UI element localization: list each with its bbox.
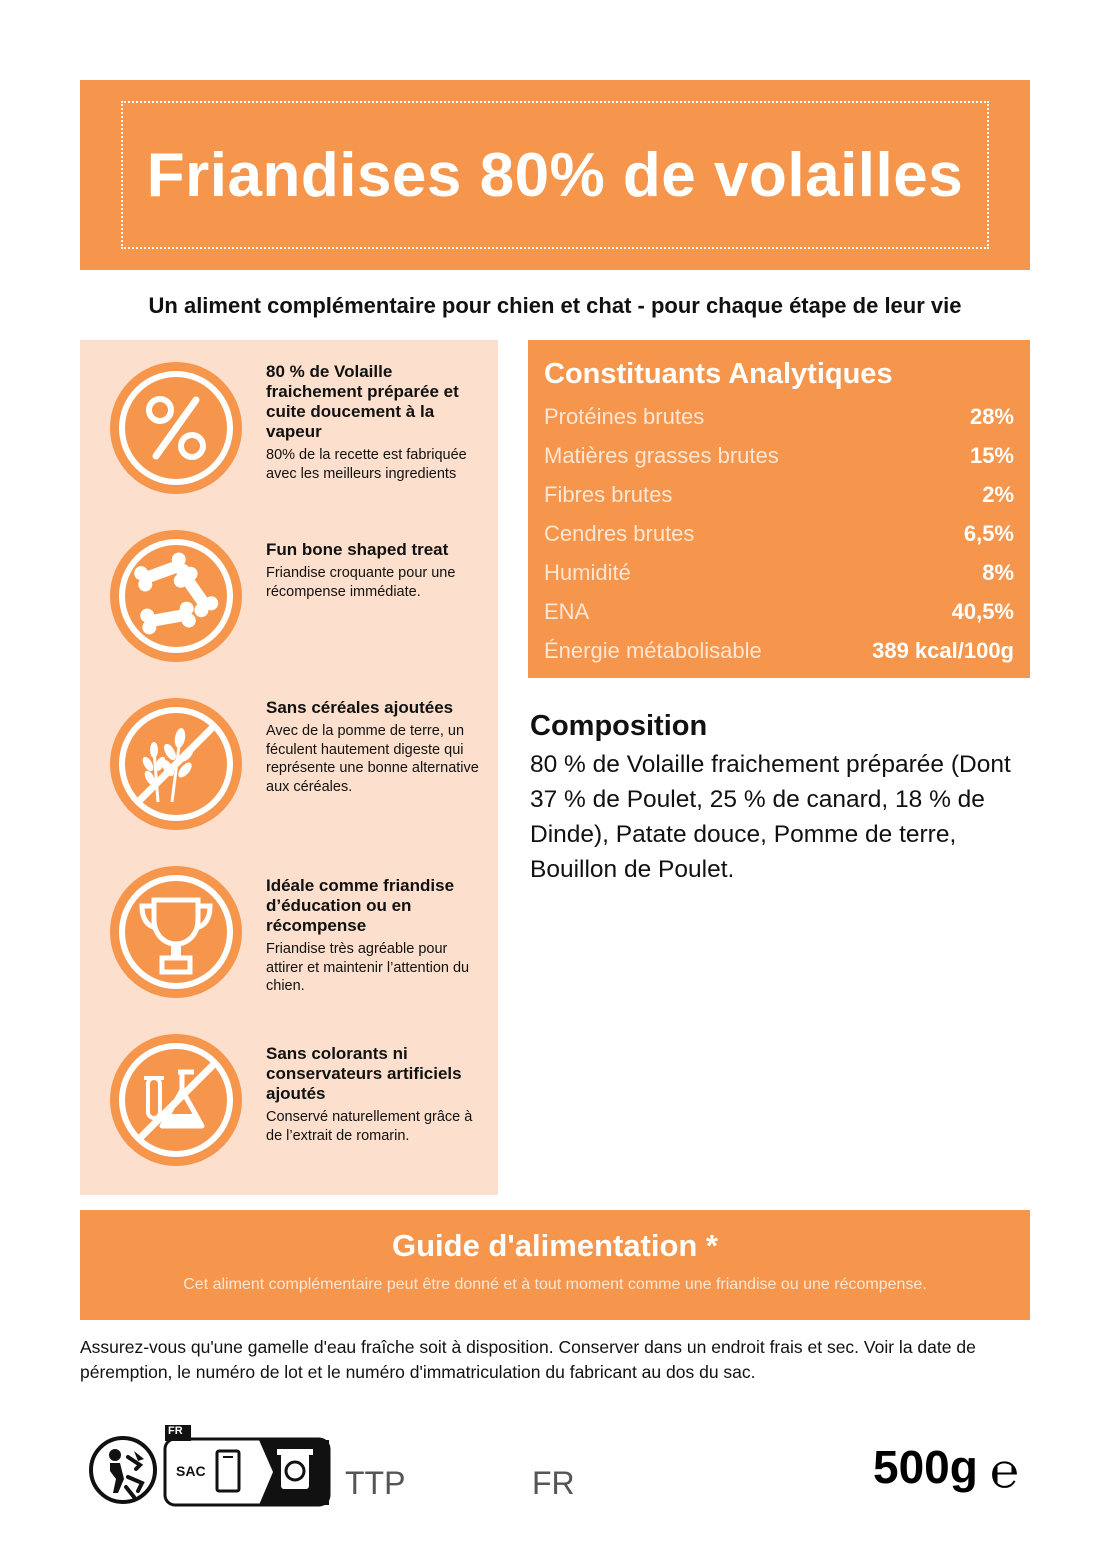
- analytics-label: Humidité: [544, 560, 631, 585]
- feature-item: [80, 362, 498, 512]
- analytics-row: [544, 404, 1014, 434]
- composition-text: 80 % de Volaille fraichement préparée (Dont 37 % de Poulet, 25 % de canard, 18 % de Dinde), Patate douce, Pomme de terre, Bouillon de Poulet.: [530, 751, 1011, 883]
- analytics-value: 389 kcal/100g: [872, 638, 1014, 663]
- analytics-row: [544, 482, 1014, 512]
- header-banner: [80, 80, 1030, 270]
- infotri-label: [163, 1425, 331, 1509]
- feature-title: Idéale comme friandise d’éducation ou en récompense: [266, 876, 455, 935]
- infotri-country: FR: [168, 1425, 183, 1437]
- feature-item: [80, 698, 498, 848]
- analytics-label: Matières grasses brutes: [544, 443, 779, 468]
- feature-title: Sans colorants ni conservateurs artificiels ajoutés: [266, 1044, 462, 1103]
- analytics-title: Constituants Analytiques: [544, 358, 893, 390]
- no-cereal-icon: [110, 698, 242, 830]
- feature-description: 80% de la recette est fabriquée avec les meilleurs ingredients: [266, 447, 467, 482]
- analytics-value: 8%: [982, 560, 1014, 585]
- analytics-label: Cendres brutes: [544, 521, 695, 546]
- analytics-row: [544, 521, 1014, 551]
- composition-title: Composition: [530, 710, 708, 742]
- analytics-label: Protéines brutes: [544, 404, 705, 429]
- analytics-row: [544, 443, 1014, 473]
- analytics-label: Énergie métabolisable: [544, 638, 762, 663]
- analytics-row: [544, 638, 1014, 668]
- storage-notice: Assurez-vous qu'une gamelle d'eau fraîche soit à disposition. Conserver dans un endroit frais et sec. Voir la date de péremption, le numéro de lot et le numéro d'immatriculation du fabricant au dos du sac.: [80, 1337, 976, 1382]
- feature-item: [80, 866, 498, 1016]
- feature-title: Fun bone shaped treat: [266, 540, 449, 559]
- analytics-value: 28%: [969, 404, 1014, 429]
- feature-description: Avec de la pomme de terre, un féculent hautement digeste qui représente une bonne alternative aux céréales.: [266, 723, 479, 795]
- percent-icon: [110, 362, 242, 494]
- features-panel: [80, 340, 498, 1195]
- page-title: Friandises 80% de volailles: [146, 140, 964, 210]
- analytics-value: 2%: [982, 482, 1014, 507]
- analytics-row: [544, 560, 1014, 590]
- feeding-guide-banner: [80, 1210, 1030, 1320]
- feature-title: Sans céréales ajoutées: [266, 698, 454, 717]
- feature-item: [80, 530, 498, 680]
- country-label: FR: [532, 1465, 575, 1501]
- guide-title: Guide d'alimentation *: [391, 1228, 718, 1263]
- trophy-icon: [110, 866, 242, 998]
- analytics-value: 40,5%: [951, 599, 1014, 624]
- infotri-item: SAC: [176, 1463, 206, 1479]
- analytics-row: [544, 599, 1014, 629]
- subtitle: Un aliment complémentaire pour chien et chat - pour chaque étape de leur vie: [148, 293, 962, 318]
- no-chemicals-icon: [110, 1034, 242, 1166]
- header-dotted-frame: [121, 101, 989, 249]
- ttp-label: TTP: [345, 1465, 406, 1501]
- triman-logo-icon: [88, 1435, 158, 1505]
- analytical-constituents-panel: [528, 340, 1030, 678]
- analytics-label: ENA: [544, 599, 590, 624]
- analytics-label: Fibres brutes: [544, 482, 673, 507]
- analytics-value: 6,5%: [963, 521, 1014, 546]
- guide-text: Cet aliment complémentaire peut être donné et à tout moment comme une friandise ou une récompense.: [183, 1276, 927, 1293]
- feature-description: Conservé naturellement grâce à de l’extrait de romarin.: [266, 1109, 473, 1144]
- bones-icon: [110, 530, 242, 662]
- estimated-sign: ℮: [990, 1445, 1019, 1498]
- analytics-value: 15%: [969, 443, 1014, 468]
- feature-description: Friandise très agréable pour attirer et maintenir l’attention du chien.: [266, 941, 470, 994]
- feature-description: Friandise croquante pour une récompense immédiate.: [266, 565, 456, 600]
- feature-title: 80 % de Volaille fraichement préparée et cuite doucement à la vapeur: [266, 362, 459, 441]
- net-weight: 500g: [873, 1441, 978, 1493]
- feature-item: [80, 1034, 498, 1184]
